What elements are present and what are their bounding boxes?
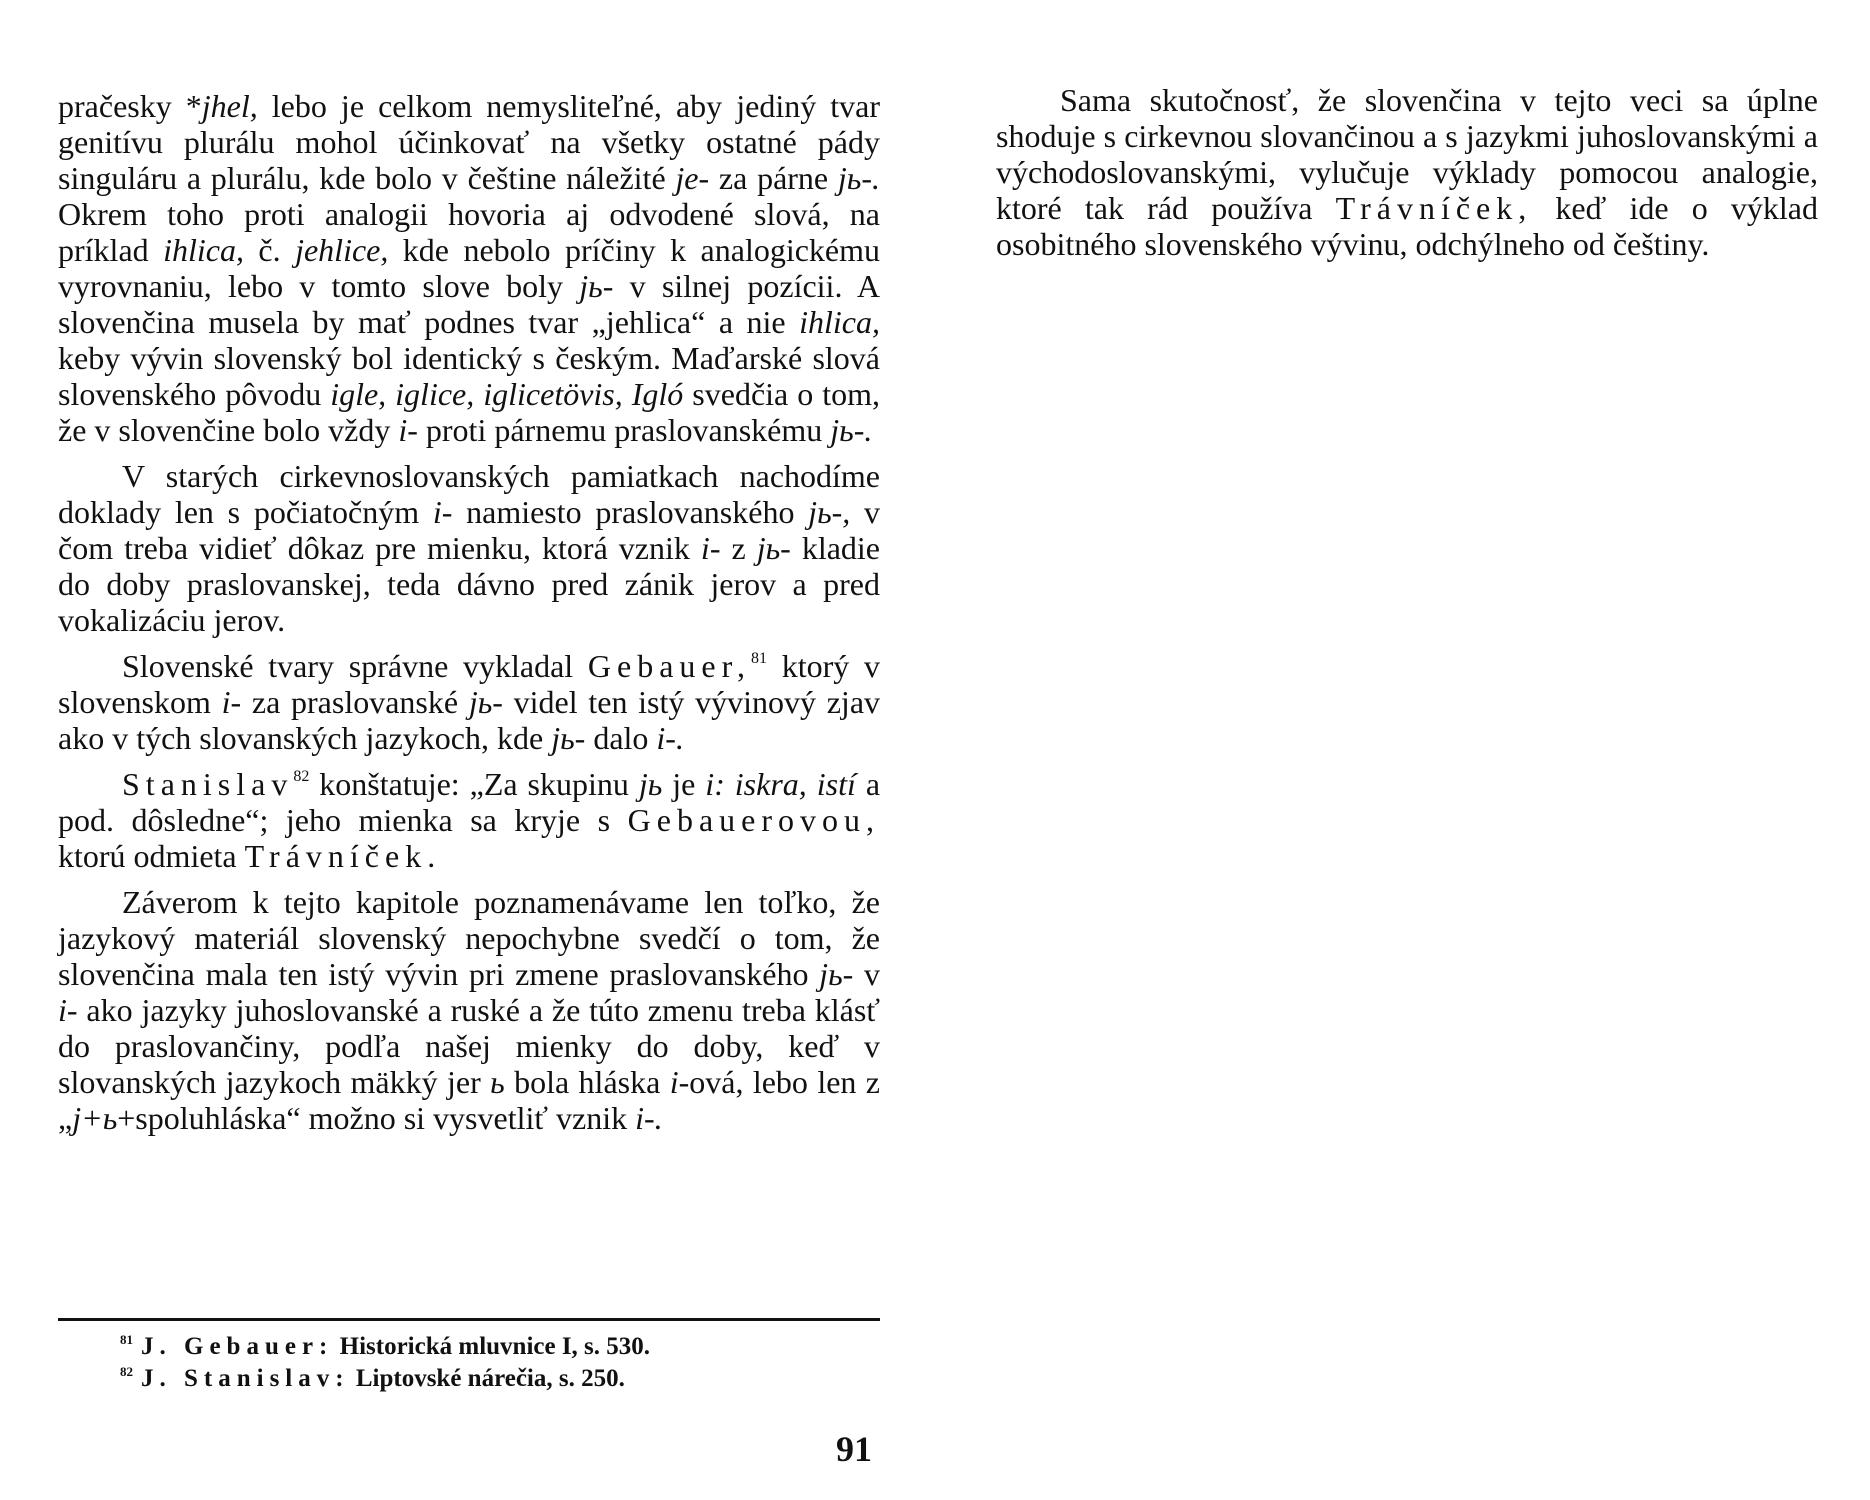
footnote-ref: 82 (293, 768, 310, 785)
paragraph: Záverom k tejto kapitole poznamenávame len toľko, že jazykový materiál slovenský nepochybne svedčí o tom, že slovenčina mala ten istý vývin pri zmene praslovanského jь- v i- ako jazyky juhoslovanské a ruské a že túto zmenu treba klásť do praslovančiny, podľa našej mienky do doby, keď v slovanských jazykoch mäkký jer ь bola hláska i-ová, lebo len z „j+ь+spoluhláska“ možno si vysvetliť vznik i-. (58, 884, 881, 1136)
footnote-number: 82 (120, 1364, 133, 1379)
author-name: Gebauer, (587, 648, 751, 684)
author-name: Trávníček. (244, 838, 442, 874)
author-name: Trávníček, (1335, 190, 1533, 226)
page-number: 91 (836, 1429, 872, 1469)
right-column (996, 82, 1818, 272)
footnote-text: Liptovské nárečia, s. 250. (349, 1365, 625, 1392)
footnote-82 (120, 1363, 880, 1395)
paragraph: V starých cirkevnoslovanských pamiatkach nachodíme doklady len s počiatočným i- namiesto praslovanského jь-, v čom treba vidieť dôkaz pre mienku, ktorá vznik i- z jь- kladie do doby praslovanskej, teda dávno pred zánik jerov a pred vokalizáciu jerov. (58, 458, 881, 638)
footnotes (120, 1331, 880, 1395)
author-name: Stanislav (122, 766, 294, 802)
footnote-divider (58, 1318, 880, 1321)
paragraph: Slovenské tvary správne vykladal Gebauer,$^{81}$ ktorý v slovenskom i- za praslovanské jь- videl ten istý vývinový zjav ako v tých slovanských jazykoch, kde jь- dalo i-. (58, 648, 881, 756)
footnote-text: Historická mluvnice I, s. 530. (333, 1333, 651, 1360)
author-name: Gebauerovou, (627, 802, 880, 838)
footnote-author: J. Stanislav: (141, 1365, 350, 1392)
left-column (58, 88, 880, 1146)
paragraph: Sama skutočnosť, že slovenčina v tejto veci sa úplne shoduje s cirkevnou slovančinou a s jazykmi juhoslovanskými a východoslovanskými, vylučuje výklady pomocou analogie, ktoré tak rád používa Trávníček, keď ide o výklad osobitného slovenského vývinu, odchýlneho od češtiny. (996, 82, 1818, 262)
paragraph: Stanislav$^{82}$ konštatuje: „Za skupinu jь je i: iskra, istí a pod. dôsledne“; jeho mienka sa kryje s Gebauerovou, ktorú odmieta Trávníček. (58, 766, 881, 874)
paragraph: pračesky *jhel, lebo je celkom nemysliteľné, aby jediný tvar genitívu plurálu mohol účinkovať na všetky ostatné pády singuláru a plurálu, kde bolo v češtine náležité je- za párne jь-. Okrem toho proti analogii hovoria aj odvodené slová, na príklad ihlica, č. jehlice, kde nebolo príčiny k analogickému vyrovnaniu, lebo v tomto slove boly jь- v silnej pozícii. A slovenčina musela by mať podnes tvar „jehlica“ a nie ihlica, keby vývin slovenský bol identický s českým. Maďarské slová slovenského pôvodu igle, iglice, iglicetövis, Igló svedčia o tom, že v slovenčine bolo vždy i- proti párnemu praslovanskému jь-. (58, 88, 881, 448)
footnote-number: 81 (120, 1332, 133, 1347)
footnote-author: J. Gebauer: (141, 1333, 334, 1360)
footnote-ref: 81 (751, 650, 767, 667)
footnote-81 (120, 1331, 880, 1363)
